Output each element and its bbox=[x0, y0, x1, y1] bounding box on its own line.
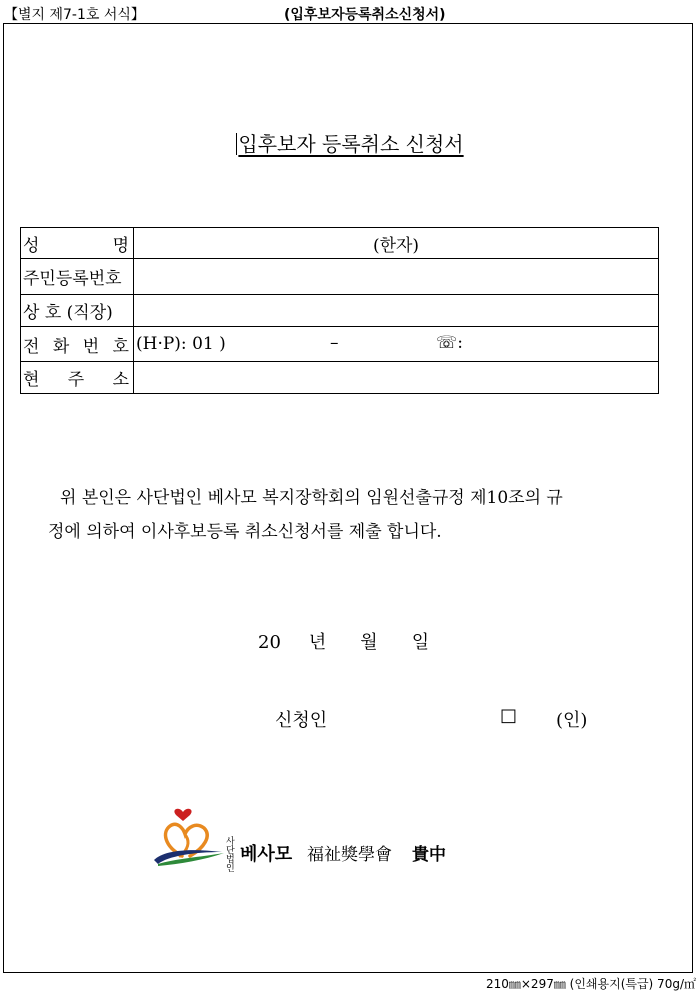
header-title: (입후보자등록취소신청서) bbox=[284, 7, 446, 23]
besamo-logo bbox=[152, 806, 228, 872]
table-row bbox=[21, 362, 659, 394]
declaration-line-2: 정에 의하여 이사후보등록 취소신청서를 제출 합니다. bbox=[48, 522, 442, 542]
address-value-cell[interactable] bbox=[134, 362, 659, 394]
telephone-icon: ☏: bbox=[436, 333, 463, 353]
org-name: 베사모 bbox=[240, 844, 293, 865]
table-row bbox=[21, 327, 659, 362]
table-row bbox=[21, 259, 659, 295]
org-hanja-name: 福祉獎學會 bbox=[307, 845, 392, 865]
paper-spec: 210㎜×297㎜ (인쇄용지(특급) 70g/㎡ bbox=[485, 977, 696, 991]
rrn-label: 주민등록번호 bbox=[21, 259, 134, 295]
besamo-heart-icon bbox=[152, 806, 228, 868]
document-title: 입후보자 등록취소 신청서 bbox=[238, 132, 464, 156]
phone-value-cell[interactable] bbox=[134, 327, 659, 362]
phone-hp: (H·P): 01 ) bbox=[136, 334, 226, 354]
phone-dash: – bbox=[330, 333, 339, 353]
workplace-value-cell[interactable] bbox=[134, 295, 659, 327]
table-row bbox=[21, 228, 659, 259]
name-label-cell: 성 명 bbox=[21, 228, 134, 259]
seal-mark: (인) bbox=[556, 710, 588, 731]
address-label-cell: 현 주 소 bbox=[21, 362, 134, 394]
name-value-cell[interactable] bbox=[134, 228, 659, 259]
table-row bbox=[21, 295, 659, 327]
workplace-label: 상 호 (직장) bbox=[21, 295, 134, 327]
applicant-label: 신청인 bbox=[275, 710, 328, 731]
date-line: 20 년 월 일 bbox=[258, 632, 430, 653]
org-type-label: 사단법인 bbox=[226, 837, 235, 874]
applicant-info-table bbox=[20, 227, 659, 394]
seal-checkbox[interactable]: □ bbox=[500, 705, 518, 726]
declaration-line-1: 위 본인은 사단법인 베사모 복지장학회의 임원선출규정 제10조의 규 bbox=[60, 488, 563, 508]
org-suffix: 貴中 bbox=[412, 845, 446, 865]
phone-label-cell: 전 화 번 호 bbox=[21, 327, 134, 362]
declaration-text bbox=[48, 481, 658, 549]
hanja-note: (한자) bbox=[372, 235, 420, 256]
form-number-label: 【별지 제7-1호 서식】 bbox=[4, 7, 145, 23]
document-title-wrap bbox=[0, 128, 700, 157]
rrn-value-cell[interactable] bbox=[134, 259, 659, 295]
